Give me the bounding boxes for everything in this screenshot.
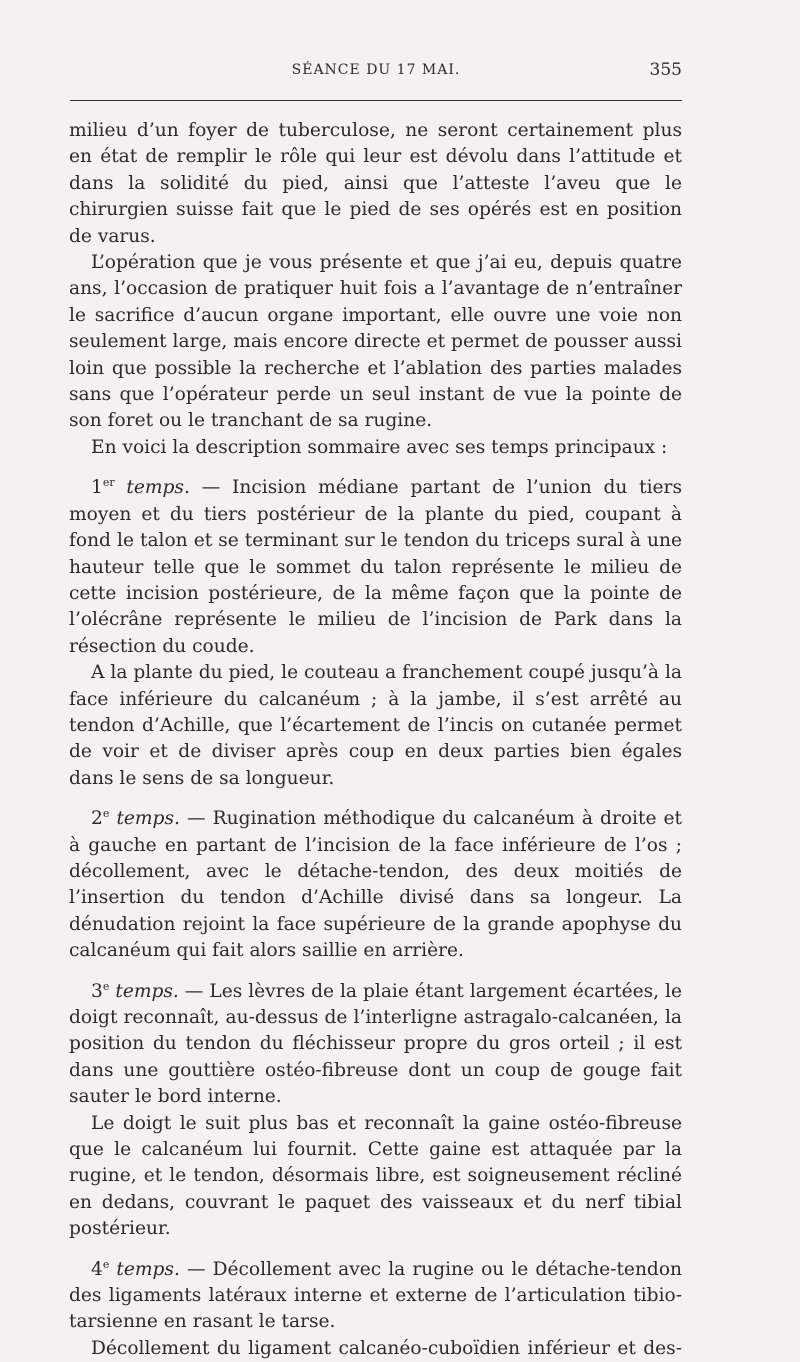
step-label: temps.: [126, 477, 190, 499]
step-number: 4: [91, 1258, 103, 1280]
running-header: [70, 62, 682, 92]
step-number: 3: [91, 980, 103, 1002]
page-number: 355: [649, 60, 682, 80]
paragraph: En voici la description sommaire avec ses temps principaux :: [91, 436, 668, 458]
paragraph-step-4: [69, 1257, 682, 1336]
step-number: 1: [91, 477, 103, 499]
step-text: — Rugination méthodique du calcanéum à droite et à gauche en partant de l’incision de la face inférieure de l’os ; décollement, avec le détache-tendon, des deux moitiés de l’insertion du tendon d’Achille divisé dans sa longeur. La dénudation rejoint la face supérieure de la grande apophyse du calcanéum qui fait alors saillie en arrière.: [69, 808, 683, 962]
paragraph: Le doigt le suit plus bas et reconnaît la gaine ostéo-fibreuse que le calcanéum lui fournit. Cette gaine est attaquée par la rugine, et le tendon, désormais libre, est soigneusement récliné en dedans, couvrant le paquet des vaisseaux et du nerf tibial postérieur.: [69, 1112, 682, 1240]
paragraph: L’opération que je vous présente et que j’ai eu, depuis quatre ans, l’occasion de pratiquer huit fois a l’avantage de n’entraîner le sacrifice d’aucun organe important, elle ouvre une voie non seulement large, mais encore directe et permet de pousser aussi loin que possible la recherche et l’ablation des parties malades sans que l’opérateur perde un seul instant de vue la pointe de son foret ou le tranchant de sa rugine.: [69, 252, 682, 432]
step-label: temps.: [115, 980, 179, 1002]
step-number: 2: [91, 808, 103, 830]
paragraph: A la plante du pied, le couteau a franchement coupé jusqu’à la face inférieure du calcanéum ; à la jambe, il s’est arrêté au tendon d’Achille, que l’écartement de l’incis on cutanée permet de voir et de diviser après coup en deux parties bien égales dans le sens de sa longueur.: [69, 662, 682, 789]
step-ordinal: er: [102, 476, 115, 490]
paragraph-step-3: [69, 979, 682, 1111]
header-rule: [70, 100, 682, 101]
step-label: temps.: [116, 808, 180, 830]
step-ordinal: e: [102, 806, 110, 820]
paragraph: Décollement du ligament calcanéo-cuboïdien inférieur et des-: [91, 1337, 682, 1359]
step-text: — Les lèvres de la plaie étant largement écartées, le doigt reconnaît, au-dessus de l’interligne astragalo-calcanéen, la position du tendon du fléchisseur propre du gros orteil ; il est dans une gouttière ostéo-fibreuse dont un coup de gouge fait sauter le bord interne.: [69, 980, 682, 1108]
running-title: SÉANCE DU 17 MAI.: [291, 62, 461, 78]
step-text: — Décollement avec la rugine ou le détache-tendon des ligaments latéraux interne et externe de l’articulation tibio-tarsienne en rasant le tarse.: [69, 1258, 682, 1333]
paragraph: milieu d’un foyer de tuberculose, ne seront certainement plus en état de remplir le rôle qui leur est dévolu dans l’attitude et dans la solidité du pied, ainsi que l’atteste l’aveu que le chirurgien suisse fait que le pied de ses opérés est en position de varus.: [69, 120, 682, 247]
paragraph-step-1: [69, 475, 682, 660]
step-ordinal: e: [102, 979, 110, 993]
step-text: — Incision médiane partant de l’union du tiers moyen et du tiers postérieur de la plante du pied, coupant à fond le talon et se terminant sur le tendon du triceps sural à une hauteur telle que le sommet du talon représente le milieu de cette incision postérieure, de la même façon que la pointe de l’olécrâne représente le milieu de l’incision de Park dans la résection du coude.: [69, 477, 682, 657]
step-label: temps.: [116, 1258, 180, 1280]
paragraph-step-2: [69, 806, 682, 964]
page-body: [69, 118, 682, 1362]
step-ordinal: e: [102, 1257, 110, 1271]
